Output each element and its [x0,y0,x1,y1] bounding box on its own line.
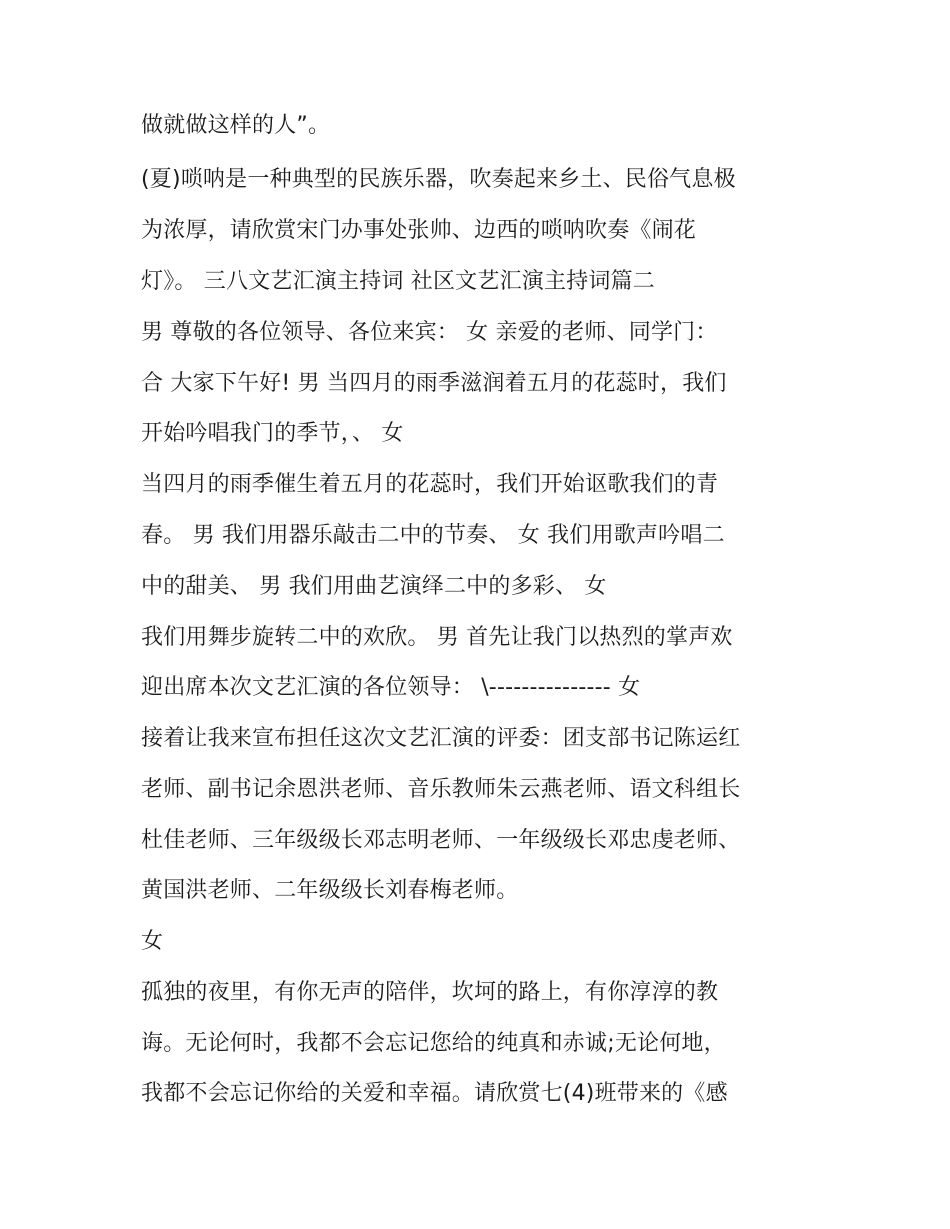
text-line-14: 老师、副书记余恩洪老师、音乐教师朱云燕老师、语文科组长 [141,777,741,802]
text-line-18: 孤独的夜里，有你无声的陪伴，坎坷的路上，有你淳淳的教 [141,980,719,1005]
text-line-17: 女 [141,929,164,954]
text-line-9: 春。 男 我们用器乐敲击二中的节奏、 女 我们用歌声吟唱二 [141,523,725,548]
text-line-12: 迎出席本次文艺汇演的各位领导： \--------------- 女 [141,675,641,700]
text-line-20: 我都不会忘记你给的关爱和幸福。请欣赏七(4)班带来的《感 [141,1081,728,1106]
text-line-10: 中的甜美、 男 我们用曲艺演绎二中的多彩、 女 [141,574,607,599]
text-line-2: (夏)唢呐是一种典型的民族乐器，吹奏起来乡土、民俗气息极 [141,167,736,192]
text-line-8: 当四月的雨季催生着五月的花蕊时，我们开始讴歌我们的青 [141,472,719,497]
text-line-15: 杜佳老师、三年级级长邓志明老师、一年级级长邓忠虔老师、 [141,828,741,853]
text-line-13: 接着让我来宣布担任这次文艺汇演的评委：团支部书记陈运红 [141,726,741,751]
text-line-7: 开始吟唱我门的季节，、 女 [141,421,404,446]
text-line-5: 男 尊敬的各位领导、各位来宾： 女 亲爱的老师、同学门： [141,320,718,345]
text-line-1: 做就做这样的人”。 [141,113,331,138]
text-line-19: 诲。无论何时，我都不会忘记您给的纯真和赤诚;无论何地， [141,1031,726,1056]
text-line-4: 灯》。 三八文艺汇演主持词 社区文艺汇演主持词篇二 [141,269,655,294]
text-line-11: 我们用舞步旋转二中的欢欣。 男 首先让我门以热烈的掌声欢 [141,625,733,650]
text-line-16: 黄国洪老师、二年级级长刘春梅老师。 [141,878,519,903]
text-line-3: 为浓厚，请欣赏宋门办事处张帅、边西的唢呐吹奏《闹花 [141,218,697,243]
text-line-6: 合 大家下午好! 男 当四月的雨季滋润着五月的花蕊时，我们 [141,371,727,396]
